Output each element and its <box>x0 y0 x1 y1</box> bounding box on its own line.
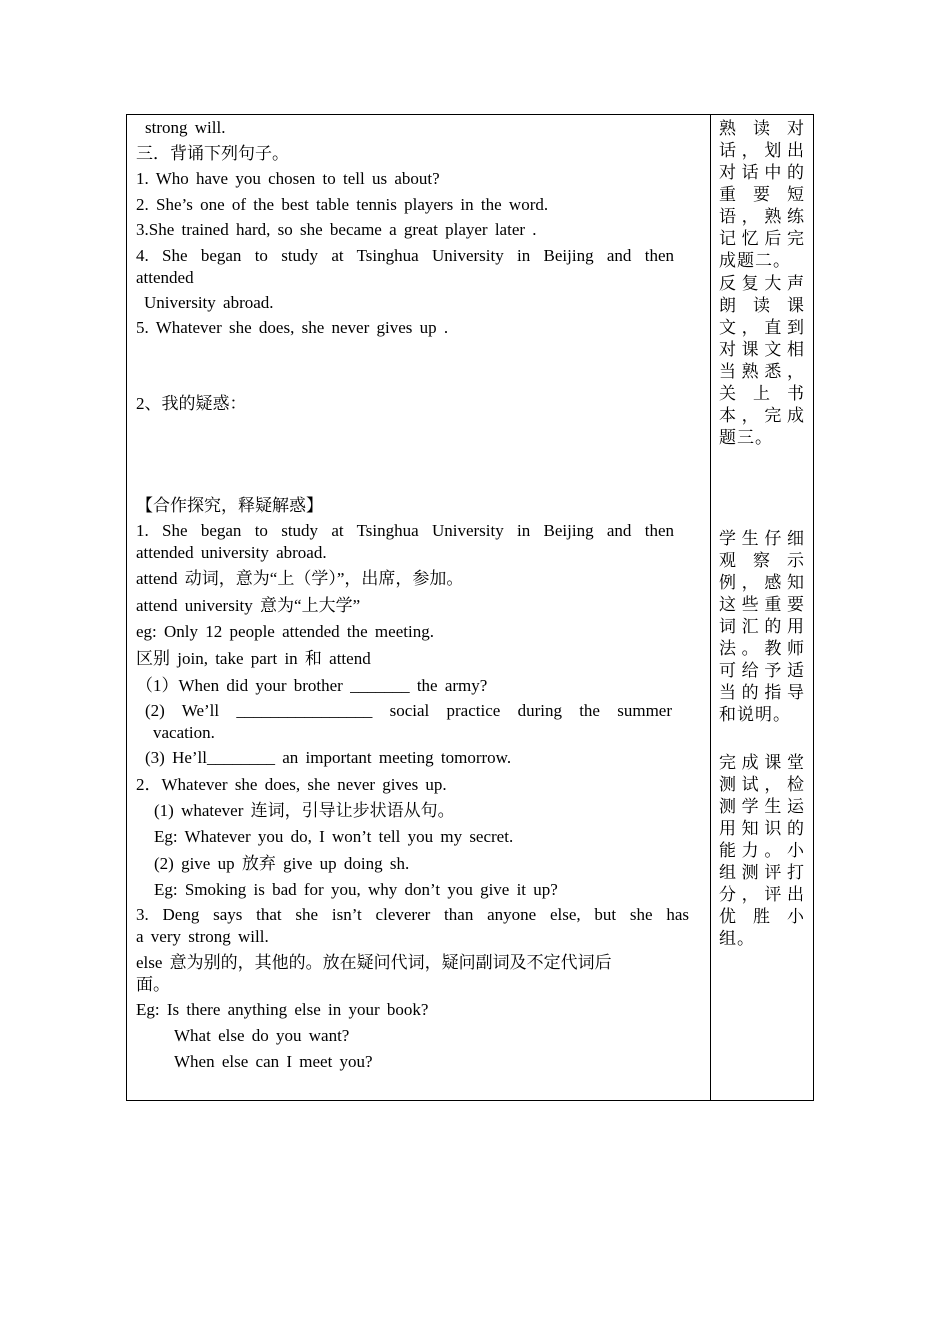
text-line: 2. She’s one of the best table tennis players in the word. <box>136 195 549 214</box>
text-line: Eg: Smoking is bad for you, why don’t you give it up? <box>154 880 558 899</box>
text-line: 面。 <box>136 975 170 994</box>
text-line: What else do you want? <box>174 1026 350 1045</box>
text-line: attend 动词，意为“上（学）”，出席，参加。 <box>136 569 464 588</box>
text-line: Eg: Whatever you do, I won’t tell you my secret. <box>154 827 514 846</box>
exercise-line: （1）When did your brother _______ the army? <box>136 676 488 695</box>
exercise-line: (2) We’ll ________________ social practice during the summer <box>145 701 672 720</box>
teaching-note: 完成课堂测试，检测学生运用知识的能力。小组测评打分，评出优胜小组。 <box>719 753 805 948</box>
text-line: 3. Deng says that she isn’t cleverer than anyone else, but she has <box>136 905 689 924</box>
section-heading: 【合作探究，释疑解惑】 <box>136 496 323 515</box>
text-line: Eg: Is there anything else in your book? <box>136 1000 429 1019</box>
text-line: (1) whatever 连词，引导让步状语从句。 <box>154 801 455 820</box>
text-line: attend university 意为“上大学” <box>136 596 361 615</box>
text-line: 5. Whatever she does, she never gives up . <box>136 318 449 337</box>
text-line: a very strong will. <box>136 927 269 946</box>
text-line: University abroad. <box>144 293 274 312</box>
text-line: 1. She began to study at Tsinghua University in Beijing and then <box>136 521 674 540</box>
doubts-heading: 2、我的疑惑： <box>136 394 247 413</box>
text-line: eg: Only 12 people attended the meeting. <box>136 622 434 641</box>
text-line: When else can I meet you? <box>174 1052 373 1071</box>
text-line: 4. She began to study at Tsinghua University in Beijing and then <box>136 246 674 265</box>
column-divider <box>710 115 711 1100</box>
text-line: strong will. <box>145 118 226 137</box>
text-line: (2) give up 放弃 give up doing sh. <box>154 854 410 873</box>
text-line: vacation. <box>153 723 215 742</box>
text-line: 1. Who have you chosen to tell us about? <box>136 169 440 188</box>
text-line: 区别 join, take part in 和 attend <box>136 649 371 668</box>
text-line: attended university abroad. <box>136 543 327 562</box>
teaching-note: 学生仔细观察示例，感知这些重要词汇的用法。教师可给予适当的指导和说明。 <box>719 529 805 724</box>
text-line: 3.She trained hard, so she became a great player later . <box>136 220 537 239</box>
teaching-note: 熟读对话，划出对话中的重要短语，熟练记忆后完成题二。 <box>719 119 805 270</box>
text-line: attended <box>136 268 194 287</box>
teaching-note: 反复大声朗读课文，直到对课文相当熟悉，关上书本，完成题三。 <box>719 274 805 447</box>
text-line: 2．Whatever she does, she never gives up. <box>136 775 447 794</box>
exercise-line: (3) He’ll________ an important meeting tomorrow. <box>145 748 512 767</box>
text-line: else 意为别的，其他的。放在疑问代词，疑问副词及不定代词后 <box>136 953 612 972</box>
lesson-table <box>126 114 814 1101</box>
section-heading: 三．背诵下列句子。 <box>136 144 289 163</box>
